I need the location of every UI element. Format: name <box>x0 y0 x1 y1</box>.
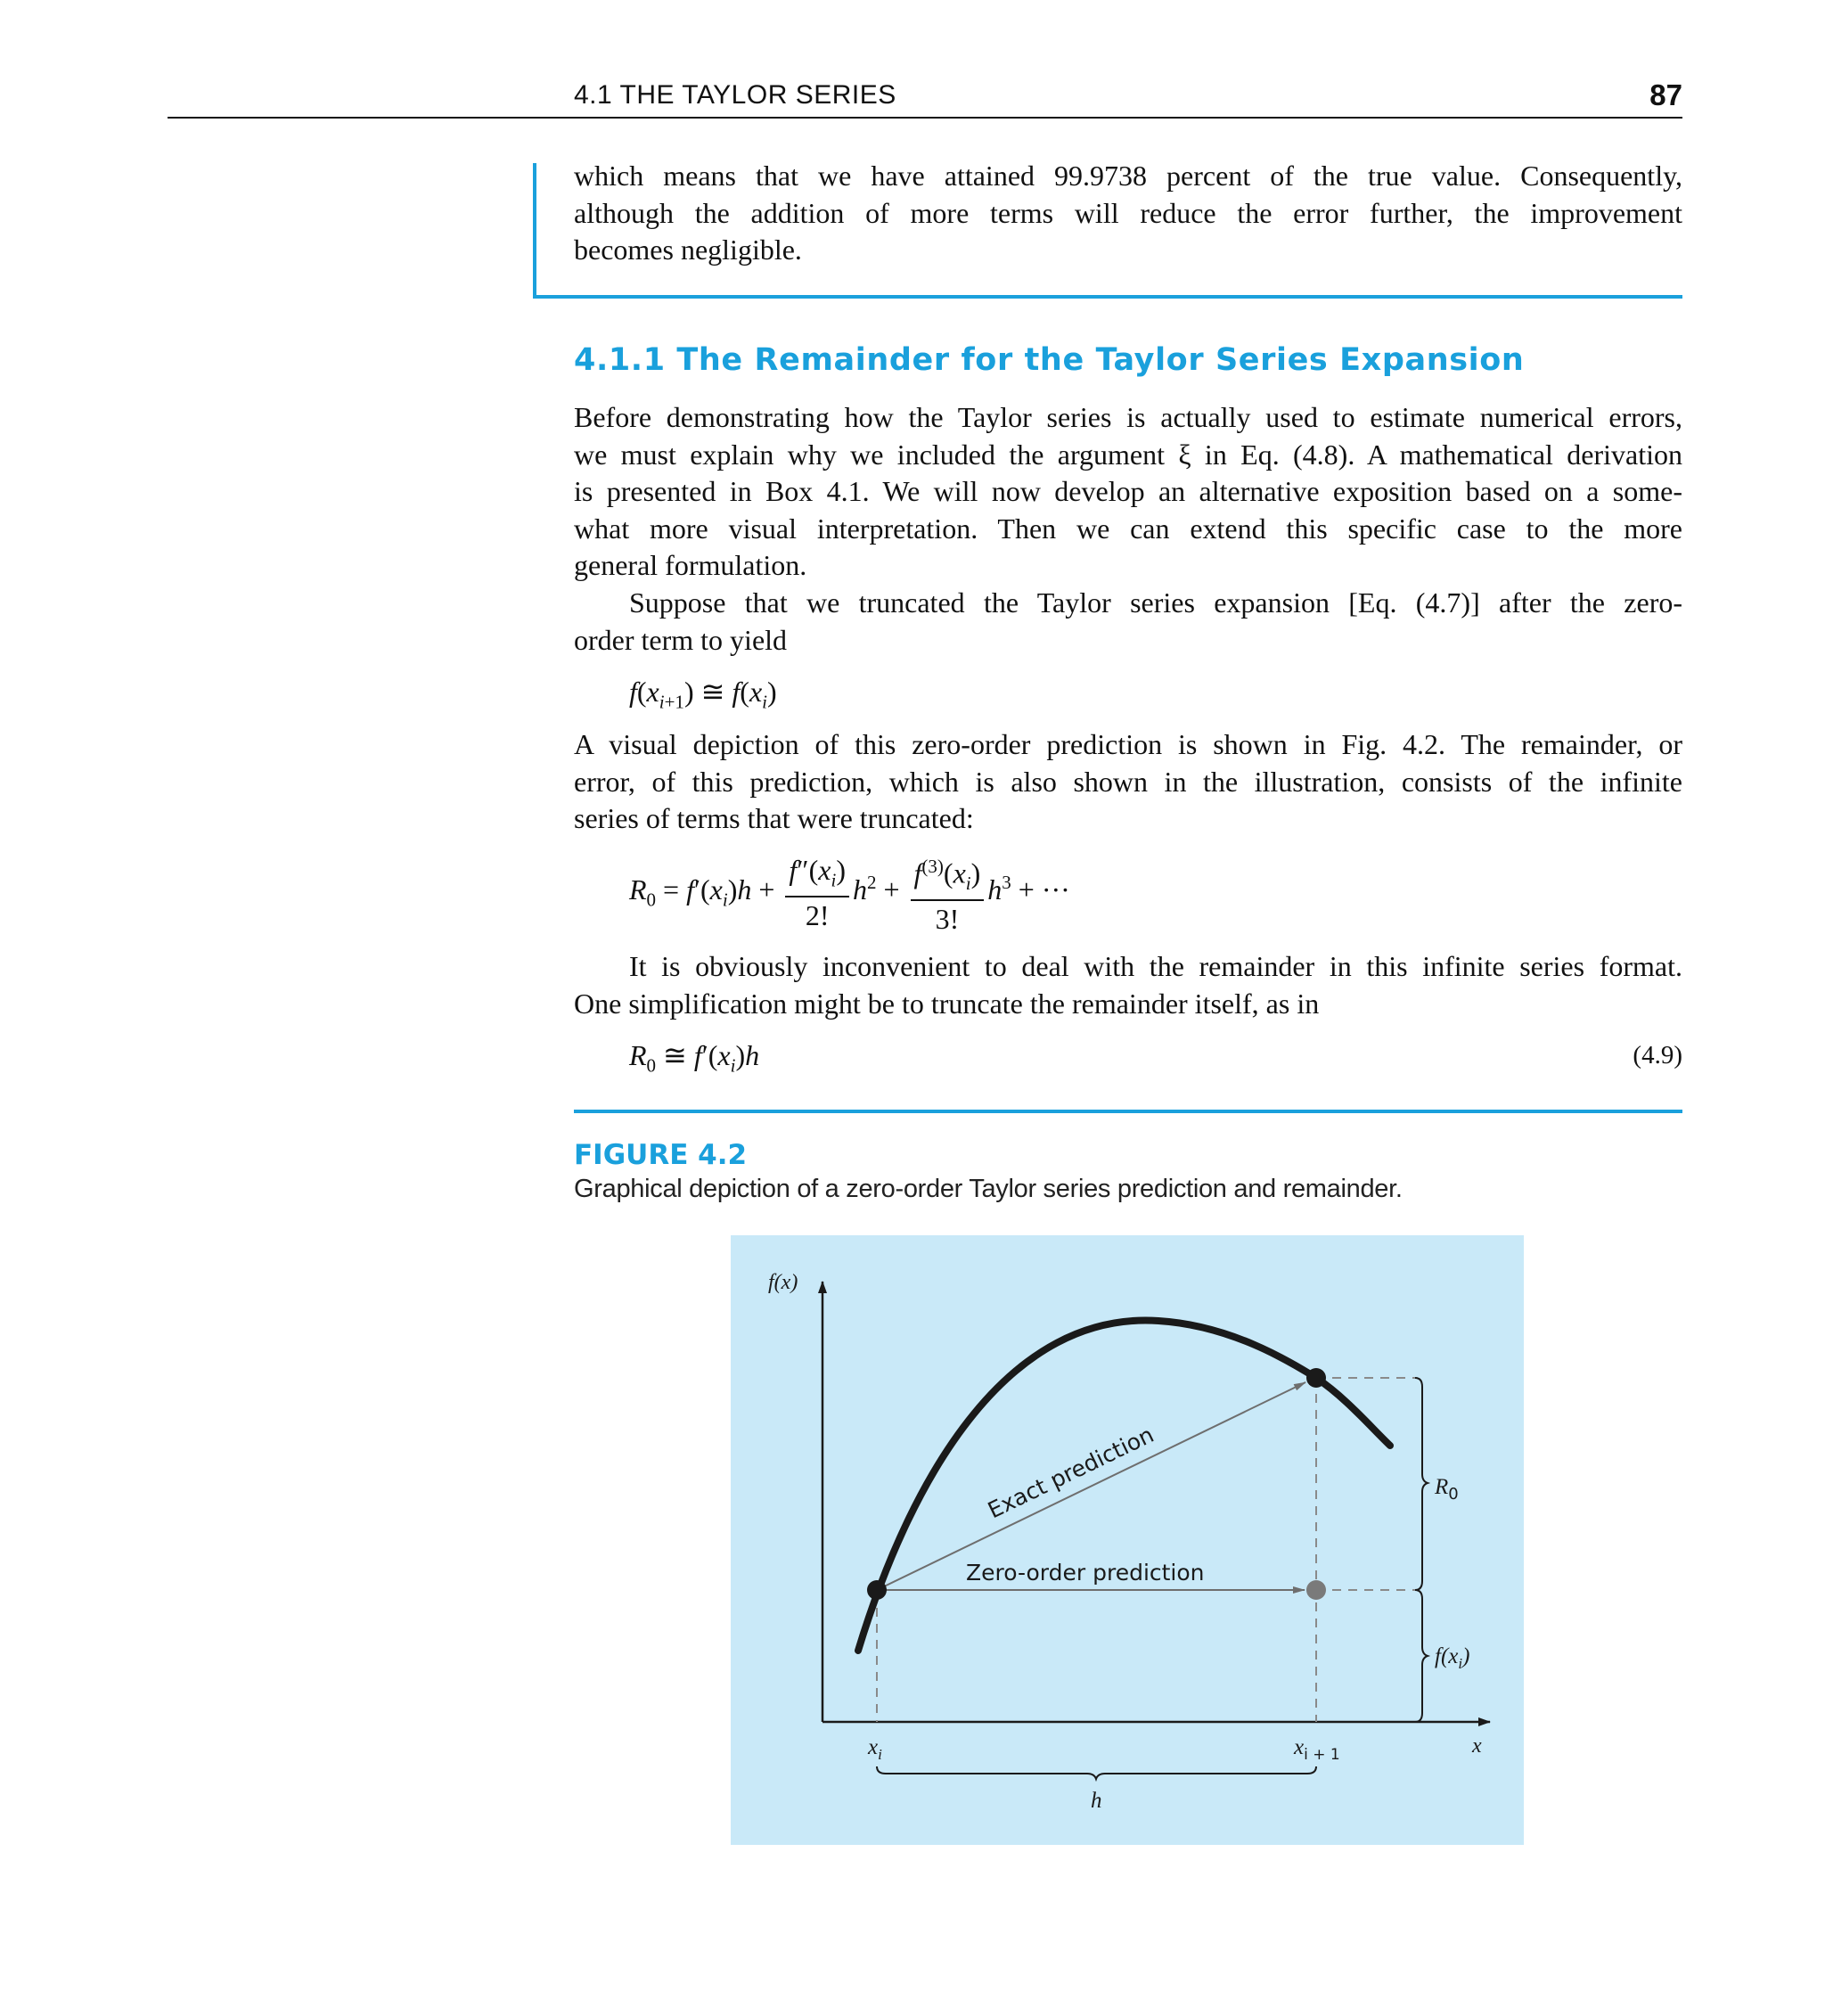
equation-zero-order: $f(x_{i+1})$ ≅ $f(x_i)$ <box>629 676 777 713</box>
zero-order-prediction-label: Zero-order prediction <box>966 1560 1205 1586</box>
equation-remainder-series: $R_0 = f'(x_i)h$ + $\frac{f''(x_i)}{2!}$ $h^2$ + $\frac{f^{(3)}(x_i)}{3!}$ $h^3$ + ··· <box>629 853 1070 936</box>
h-label: h <box>1091 1789 1102 1813</box>
text-line: although the addition of more terms will reduce the error further, the improvement <box>574 196 1682 229</box>
text-line: Suppose that we truncated the Taylor series expansion [Eq. (4.7)] after the zero- <box>629 586 1682 619</box>
fxi-label: $f(x_i)$ <box>1435 1644 1470 1672</box>
brace-h <box>877 1766 1316 1779</box>
function-curve <box>858 1321 1390 1651</box>
box-paragraph <box>574 158 1682 269</box>
page-number: 87 <box>1649 78 1682 111</box>
text-line: A visual depiction of this zero-order prediction is shown in Fig. 4.2. The remainder, or <box>574 728 1682 760</box>
text-line: becomes negligible. <box>574 234 802 266</box>
text-line: what more visual interpretation. Then we can extend this specific case to the more <box>574 512 1682 545</box>
figure-panel <box>731 1235 1524 1845</box>
text-line: One simplification might be to truncate the remainder itself, as in <box>574 987 1320 1020</box>
section-title: 4.1.1 The Remainder for the Taylor Series Expansion <box>574 342 1525 378</box>
xi-tick-label: $x_i$ <box>868 1735 882 1763</box>
text-line: which means that we have attained 99.9738 percent of the true value. Consequently, <box>574 160 1682 192</box>
text-line: It is obviously inconvenient to deal with the remainder in this infinite series format. <box>629 950 1682 982</box>
point-xi <box>867 1580 887 1600</box>
running-head: 4.1 THE TAYLOR SERIES <box>574 80 896 110</box>
exact-prediction-label: Exact prediction <box>983 1422 1158 1524</box>
point-exact-xi1 <box>1306 1368 1326 1388</box>
text-line: series of terms that were truncated: <box>574 802 974 834</box>
figure-caption: Graphical depiction of a zero-order Taylor series prediction and remainder. <box>574 1175 1403 1203</box>
paragraph-2 <box>574 585 1682 659</box>
text-line: Before demonstrating how the Taylor series is actually used to estimate numerical errors, <box>574 401 1682 433</box>
point-zero-order-xi1 <box>1306 1580 1326 1600</box>
taylor-diagram <box>731 1235 1524 1845</box>
text-line: general formulation. <box>574 549 807 581</box>
box-bottom-border <box>533 295 1682 299</box>
text-line: order term to yield <box>574 623 788 656</box>
header-rule <box>168 117 1682 119</box>
paragraph-3 <box>574 726 1682 838</box>
r0-label: $R_0$ <box>1435 1475 1459 1504</box>
brace-fxi <box>1415 1590 1428 1722</box>
box-left-border <box>533 163 536 299</box>
text-line: error, of this prediction, which is also shown in the illustration, consists of the infinite <box>574 765 1682 798</box>
paragraph-4 <box>574 948 1682 1022</box>
y-axis-label: f(x) <box>768 1271 798 1294</box>
equation-number: (4.9) <box>1633 1041 1682 1069</box>
x-axis-label: x <box>1472 1734 1482 1758</box>
equation-4-9: $R_0$ ≅ $f'(x_i)h$ <box>629 1039 760 1077</box>
xi1-tick-label: $x_{i + 1}$ <box>1294 1735 1340 1764</box>
paragraph-1 <box>574 399 1682 585</box>
text-line: is presented in Box 4.1. We will now develop an alternative exposition based on a some- <box>574 475 1682 507</box>
figure-rule <box>574 1110 1682 1113</box>
brace-r0 <box>1415 1378 1428 1590</box>
text-line: we must explain why we included the argument ξ in Eq. (4.8). A mathematical derivation <box>574 438 1682 471</box>
figure-label: FIGURE 4.2 <box>574 1139 748 1171</box>
